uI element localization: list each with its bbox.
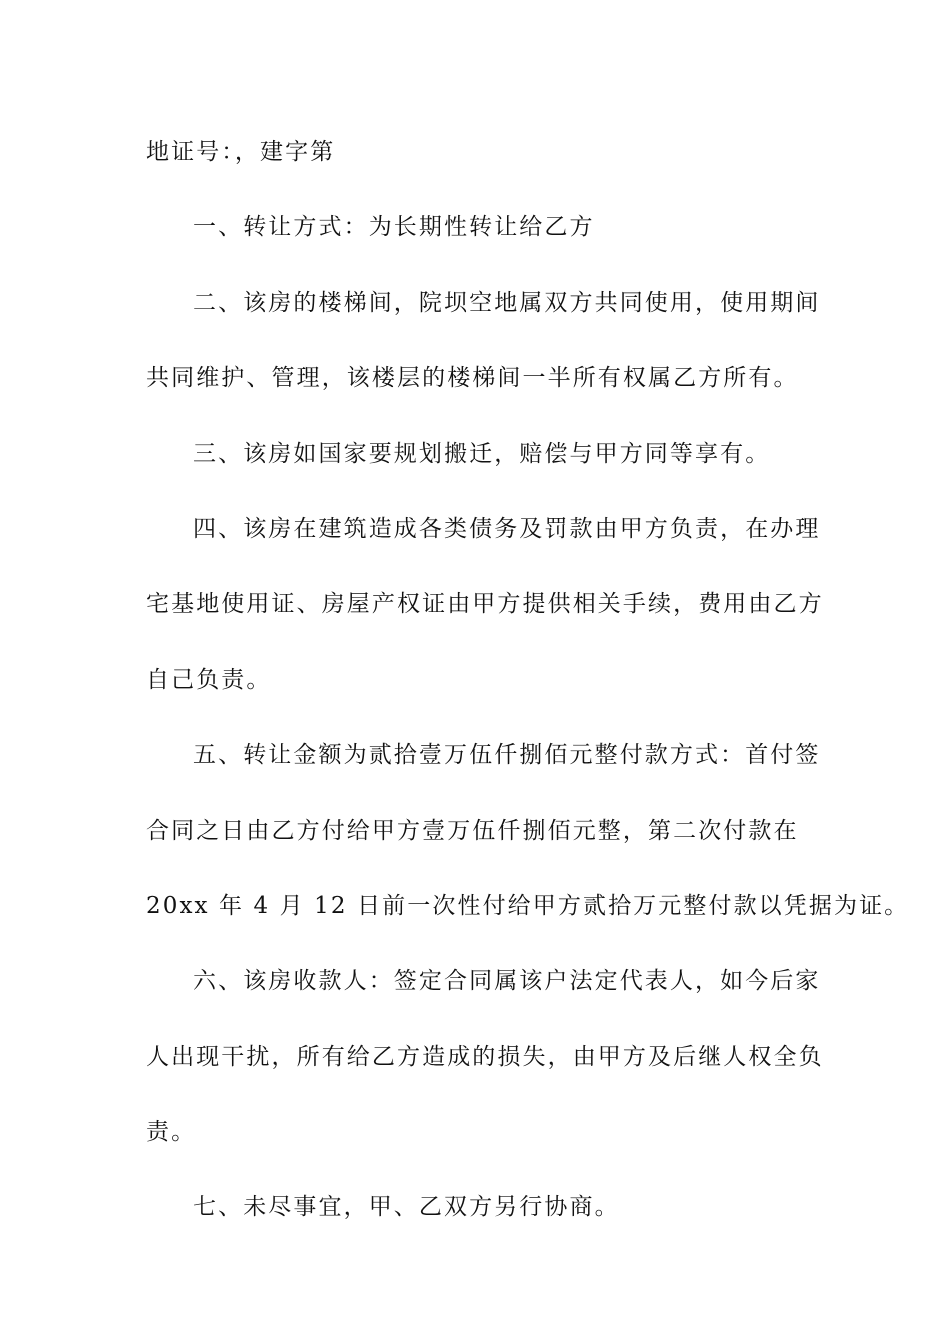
clause-4-line-1: 四、该房在建筑造成各类债务及罚款由甲方负责，在办理	[193, 515, 821, 542]
clause-6-line-3: 责。	[146, 1119, 197, 1146]
clause-7-negotiation: 七、未尽事宜，甲、乙双方另行协商。	[193, 1194, 620, 1221]
clause-4-line-2: 宅基地使用证、房屋产权证由甲方提供相关手续，费用由乙方	[146, 591, 824, 618]
clause-5-line-2: 合同之日由乙方付给甲方壹万伍仟捌佰元整，第二次付款在	[146, 817, 799, 844]
text-line-land-cert: 地证号：，建字第	[146, 139, 336, 165]
clause-5-line-3: 20xx 年 4 月 12 日前一次性付给甲方贰拾万元整付款以凭据为证。	[146, 892, 910, 919]
clause-2-line-2: 共同维护、管理，该楼层的楼梯间一半所有权属乙方所有。	[146, 365, 799, 392]
clause-6-line-2: 人出现干扰，所有给乙方造成的损失，由甲方及后继人权全负	[146, 1043, 824, 1070]
clause-4-line-3: 自己负责。	[146, 666, 272, 693]
clause-6-line-1: 六、该房收款人：签定合同属该户法定代表人，如今后家	[193, 968, 821, 995]
clause-5-line-1: 五、转让金额为贰拾壹万伍仟捌佰元整付款方式：首付签	[193, 742, 821, 769]
clause-1-transfer-method: 一、转让方式：为长期性转让给乙方	[193, 214, 595, 241]
clause-3-relocation: 三、该房如国家要规划搬迁，赔偿与甲方同等享有。	[193, 440, 771, 467]
clause-2-line-1: 二、该房的楼梯间，院坝空地属双方共同使用，使用期间	[193, 289, 821, 316]
document-body	[146, 128, 910, 1259]
